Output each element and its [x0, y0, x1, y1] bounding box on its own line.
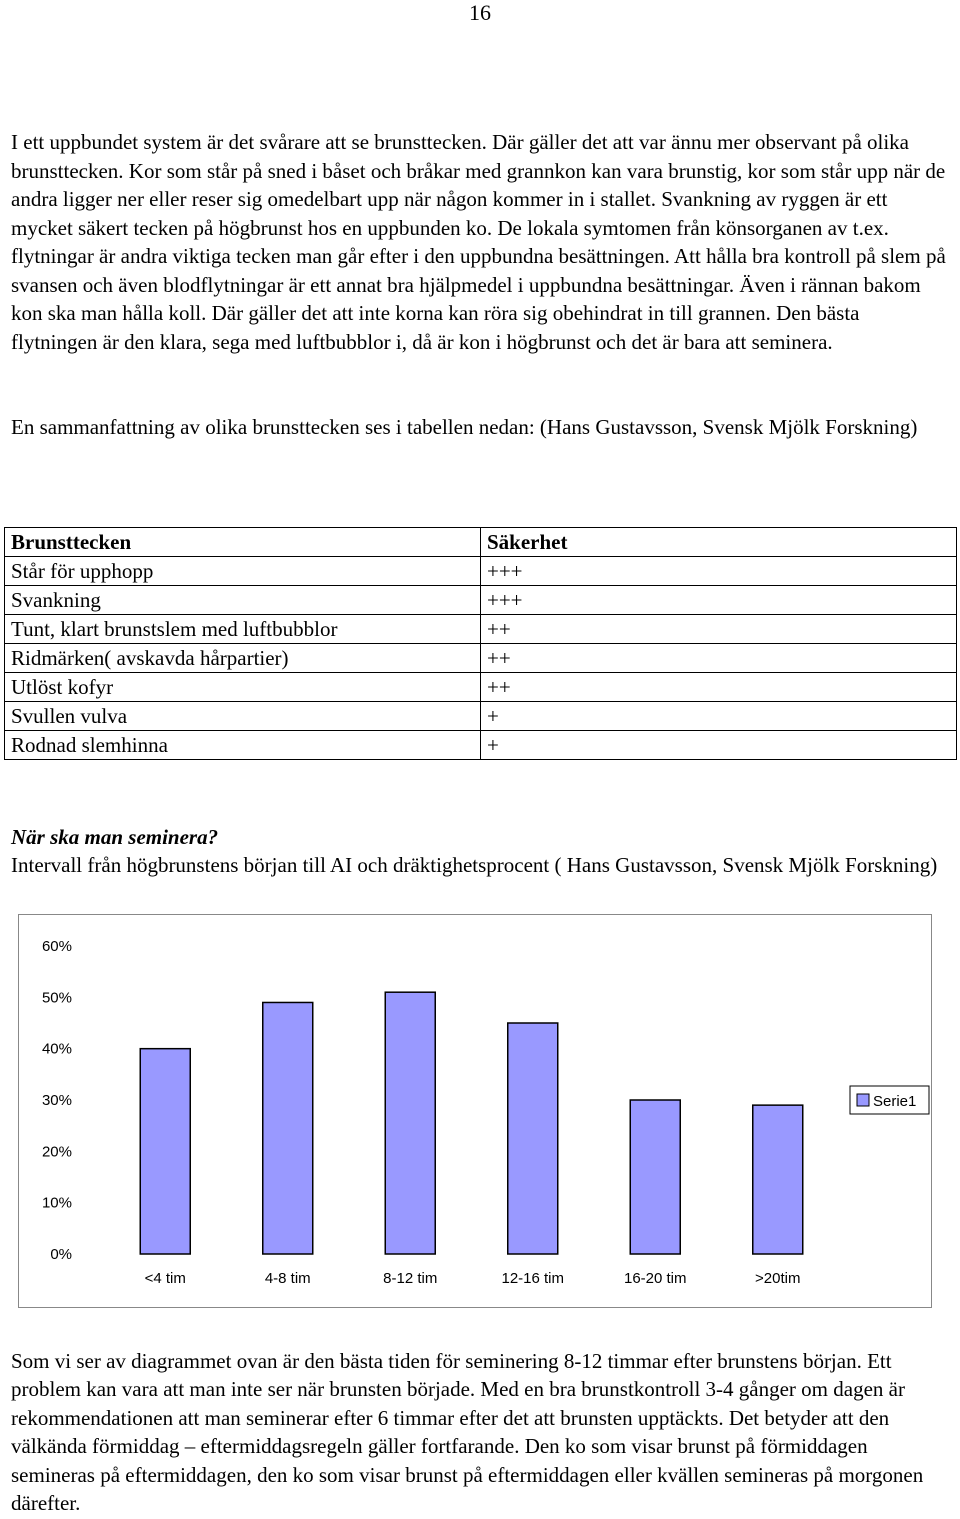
table-cell-certainty: ++	[481, 644, 957, 673]
x-tick-label: 12-16 tim	[501, 1270, 565, 1287]
table-cell-certainty: ++	[481, 673, 957, 702]
y-tick-label: 40%	[41, 1040, 72, 1058]
x-tick-label: 8-12 tim	[383, 1270, 438, 1287]
table-header-sign: Brunsttecken	[5, 528, 481, 557]
table-cell-sign: Står för upphopp	[5, 557, 481, 586]
table-row	[5, 557, 957, 586]
conclusion-paragraph: Som vi ser av diagrammet ovan är den bästa tiden för seminering 8-12 timmar efter brunstens början. Ett problem kan vara att man inte ser när brunsten började. Med en bra brunstkontroll 3-4 gånger om dagen är rekommendationen att man seminerar efter 6 timmar efter det att brunsten upptäckts. Det betyder att den välkända förmiddag – eftermiddagsregeln gäller fortfarande. Den ko som visar brunst på förmiddagen semineras på eftermiddagen, den ko som visar brunst på eftermiddagen eller kvällen semineras på morgonen därefter.	[11, 1349, 924, 1516]
table-cell-certainty: +	[481, 731, 957, 760]
table-cell-sign: Ridmärken( avskavda hårpartier)	[5, 644, 481, 673]
bar	[630, 1100, 680, 1254]
legend-label: Serie1	[873, 1093, 917, 1110]
x-tick-label: 4-8 tim	[264, 1270, 311, 1287]
table-cell-sign: Rodnad slemhinna	[5, 731, 481, 760]
table-header-certainty: Säkerhet	[481, 528, 957, 557]
table-cell-certainty: +++	[481, 586, 957, 615]
bar	[385, 992, 435, 1254]
table-cell-certainty: ++	[481, 615, 957, 644]
y-tick-label: 20%	[41, 1143, 72, 1161]
heat-signs-table	[4, 527, 957, 760]
y-tick-label: 60%	[41, 938, 72, 955]
x-tick-label: <4 tim	[144, 1270, 186, 1287]
y-tick-label: 50%	[41, 989, 72, 1007]
table-cell-sign: Tunt, klart brunstslem med luftbubblor	[5, 615, 481, 644]
chart-frame	[18, 914, 932, 1308]
table-row	[5, 586, 957, 615]
page-number: 16	[469, 0, 491, 25]
table-row	[5, 731, 957, 760]
table-header-row	[5, 528, 957, 557]
chart-intro-paragraph: Intervall från högbrunstens början till AI och dräktighetsprocent ( Hans Gustavsson, Svensk Mjölk Forskning)	[11, 853, 938, 877]
y-tick-label: 0%	[50, 1246, 72, 1263]
bar	[508, 1023, 558, 1254]
table-cell-sign: Utlöst kofyr	[5, 673, 481, 702]
table-row	[5, 615, 957, 644]
table-row	[5, 673, 957, 702]
bar	[753, 1105, 803, 1254]
table-cell-sign: Svullen vulva	[5, 702, 481, 731]
bar	[140, 1049, 190, 1254]
intro-paragraph: I ett uppbundet system är det svårare att se brunsttecken. Där gäller det att var ännu mer observant på olika brunsttecken. Kor som står på sned i båset och bråkar med grannkon kan vara brunstig, kor som står upp när de andra ligger ner eller reser sig omedelbart upp när någon kommer in i stallet. Svankning av ryggen är ett mycket säkert tecken på högbrunst hos en uppbunden ko. De lokala symtomen från könsorganen av t.ex. flytningar är andra viktiga tecken man går efter i den uppbundna besättningen. Att hålla bra kontroll på slem på svansen och även blodflytningar är ett annat bra hjälpmedel i uppbundna besättningar. Även i rännan bakom kon ska man hålla koll. Där gäller det att inte korna kan röra sig obehindrat in till grannen. Den bästa flytningen är den klara, sega med luftbubblor i, då är kon i högbrunst och det är bara att seminera.	[11, 130, 946, 354]
table-row	[5, 644, 957, 673]
legend-swatch	[857, 1094, 869, 1106]
table-cell-certainty: +	[481, 702, 957, 731]
summary-paragraph: En sammanfattning av olika brunsttecken ses i tabellen nedan: (Hans Gustavsson, Svensk Mjölk Forskning)	[11, 415, 918, 439]
y-tick-label: 30%	[41, 1092, 72, 1109]
x-tick-label: >20tim	[755, 1270, 801, 1287]
table-cell-sign: Svankning	[5, 586, 481, 615]
table-cell-certainty: +++	[481, 557, 957, 586]
x-tick-label: 16-20 tim	[623, 1270, 687, 1287]
bar	[263, 1002, 313, 1254]
table-row	[5, 702, 957, 731]
y-tick-label: 10%	[41, 1194, 72, 1212]
bar-chart	[19, 915, 931, 1307]
section-heading: När ska man seminera?	[11, 825, 219, 849]
